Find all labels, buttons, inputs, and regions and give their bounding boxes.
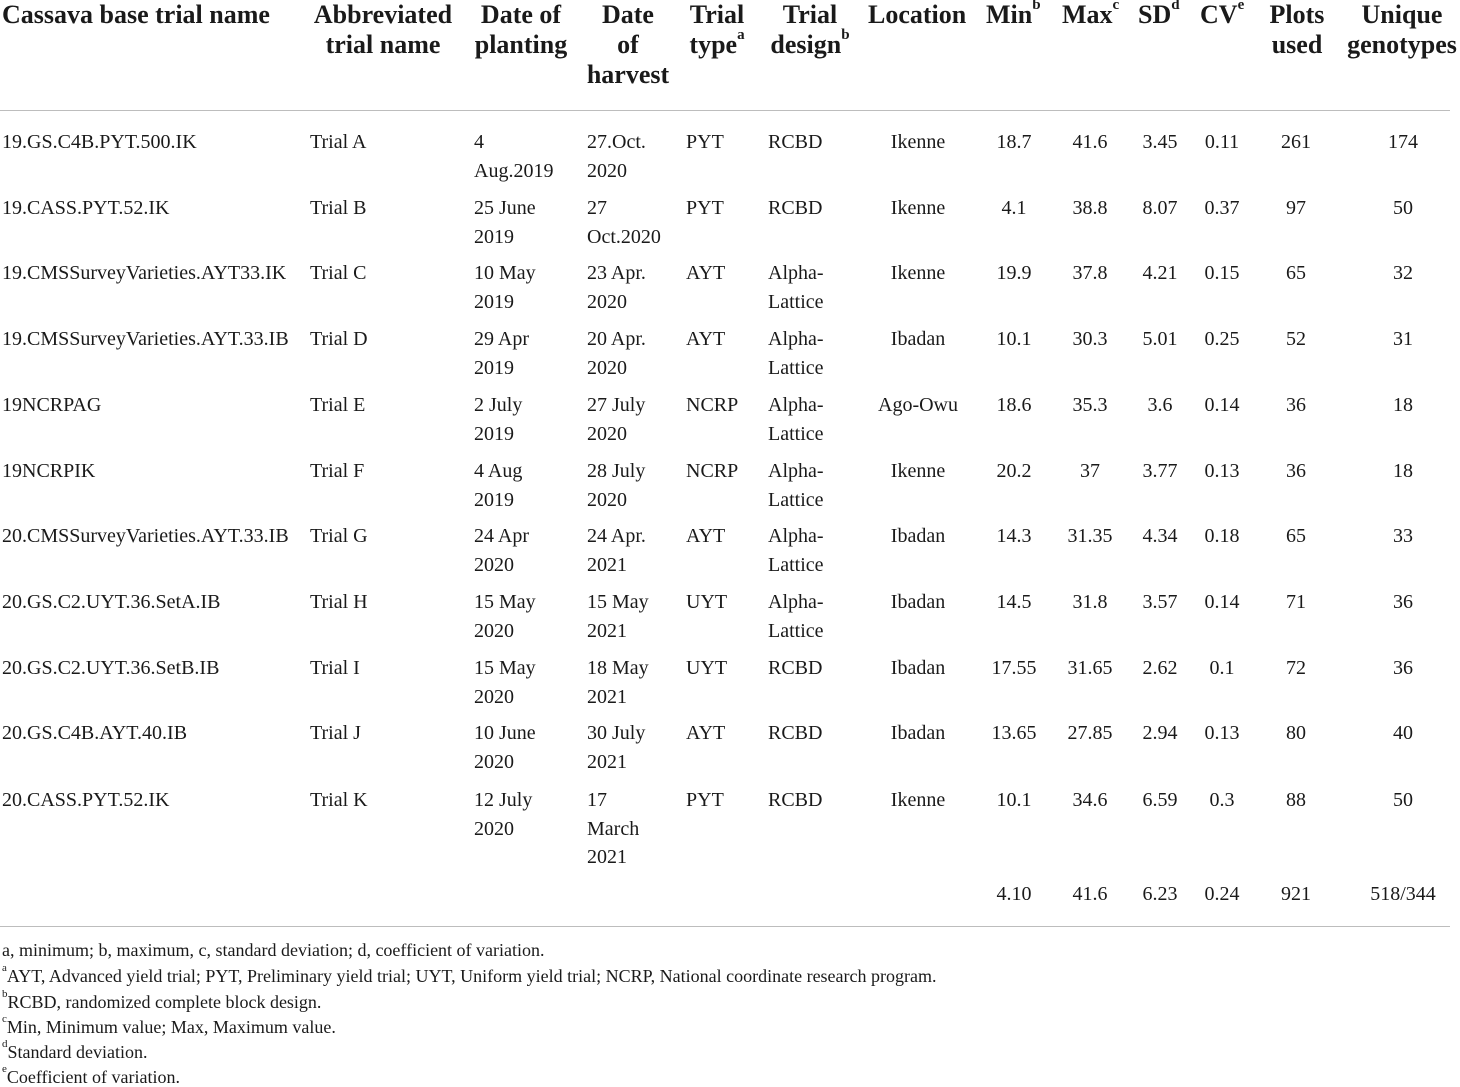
header-rule [0, 110, 1450, 111]
cell-location: Ibadan [890, 328, 946, 350]
cell-sd: 3.6 [1147, 394, 1173, 416]
cell-trial-design: Lattice [768, 488, 824, 511]
footer-rule [0, 926, 1450, 927]
cell-trial-type: AYT [686, 722, 726, 744]
cell-location: Ibadan [890, 591, 946, 613]
cell-trial-type: PYT [686, 131, 724, 153]
cell-trial-type: NCRP [686, 460, 739, 482]
cell-trial-type: PYT [686, 789, 724, 811]
cell-genotypes: 31 [1393, 328, 1413, 350]
cell-sd: 2.94 [1142, 722, 1178, 744]
cell-harvest: 30 July [587, 722, 646, 744]
cell-trial-design: Lattice [768, 422, 824, 445]
cell-genotypes: 40 [1393, 722, 1413, 744]
header-harvest: Date of harvest [586, 0, 670, 89]
header-trial-name: Cassava base trial name [2, 0, 270, 29]
summary-genotypes: 518/344 [1370, 883, 1436, 905]
header-abbrev: Abbreviated trial name [313, 0, 453, 59]
cell-planting: 2020 [474, 619, 514, 642]
cell-plots: 71 [1286, 591, 1306, 613]
cell-min: 20.2 [996, 460, 1032, 482]
cell-abbrev: Trial D [310, 328, 368, 350]
cell-cv: 0.14 [1204, 394, 1240, 416]
cell-genotypes: 174 [1388, 131, 1418, 153]
header-plots-used: Plots used [1269, 0, 1325, 59]
cell-genotypes: 32 [1393, 262, 1413, 284]
cell-planting: 29 Apr [474, 328, 529, 350]
cell-trial-design: RCBD [768, 789, 823, 811]
footnote-marker: b [2, 988, 8, 1000]
footnote [2, 1063, 180, 1087]
summary-plots: 921 [1281, 883, 1311, 905]
summary-sd: 6.23 [1142, 883, 1178, 905]
cell-trial-design: Alpha- [768, 525, 824, 547]
cell-abbrev: Trial J [310, 722, 361, 744]
footnote-marker: c [2, 1013, 7, 1025]
footnote [2, 1013, 336, 1037]
footnote-text: RCBD, randomized complete block design. [7, 992, 322, 1012]
header-unique-genotypes: Unique genotypes [1347, 0, 1457, 59]
cell-harvest: 2021 [587, 553, 627, 576]
cell-trial-type: UYT [686, 591, 728, 613]
cell-trial-design: Alpha- [768, 460, 824, 482]
cell-genotypes: 36 [1393, 657, 1413, 679]
cell-cv: 0.1 [1209, 657, 1235, 679]
header-sd: $SD^d$ [1138, 0, 1180, 29]
cell-max: 30.3 [1072, 328, 1108, 350]
cell-cv: 0.25 [1204, 328, 1240, 350]
cell-planting: 4 [474, 131, 484, 153]
cell-harvest: 24 Apr. [587, 525, 646, 547]
cell-max: 37.8 [1072, 262, 1108, 284]
cell-min: 18.6 [996, 394, 1032, 416]
cell-abbrev: Trial E [310, 394, 366, 416]
cell-plots: 65 [1286, 262, 1306, 284]
cell-harvest: 2021 [587, 685, 627, 708]
cell-trial-type: AYT [686, 328, 726, 350]
cell-abbrev: Trial B [310, 197, 367, 219]
cell-harvest: 17 [587, 789, 607, 811]
cell-min: 13.65 [991, 722, 1037, 744]
cell-plots: 65 [1286, 525, 1306, 547]
cell-planting: 2020 [474, 750, 514, 773]
cell-planting: 2020 [474, 685, 514, 708]
cell-trial-type: UYT [686, 657, 728, 679]
cell-trial-name: 20.CMSSurveyVarieties.AYT.33.IB [2, 525, 289, 547]
cell-sd: 3.57 [1142, 591, 1178, 613]
cell-max: 31.65 [1067, 657, 1113, 679]
summary-min: 4.10 [996, 883, 1032, 905]
cell-abbrev: Trial G [310, 525, 368, 547]
cell-harvest: 2021 [587, 846, 627, 868]
cell-max: 38.8 [1072, 197, 1108, 219]
header-trial-design: Trial design$^b$ [770, 0, 850, 59]
cell-trial-name: 19.CMSSurveyVarieties.AYT.33.IB [2, 328, 289, 350]
cell-max: 37 [1080, 460, 1100, 482]
footnote-text: Standard deviation. [7, 1042, 148, 1062]
footnote-marker: a [2, 962, 7, 974]
cell-harvest: 27.Oct. [587, 131, 646, 153]
cell-planting: 2020 [474, 817, 514, 840]
cell-min: 4.1 [1001, 197, 1027, 219]
cell-abbrev: Trial A [310, 131, 367, 153]
cell-planting: 2019 [474, 225, 514, 248]
cell-trial-name: 20.CASS.PYT.52.IK [2, 789, 170, 811]
cell-trial-type: AYT [686, 262, 726, 284]
cell-harvest: 2020 [587, 159, 627, 182]
cell-cv: 0.37 [1204, 197, 1240, 219]
cell-min: 14.5 [996, 591, 1032, 613]
cell-location: Ikenne [890, 131, 946, 153]
header-location: Location [868, 0, 967, 29]
cell-genotypes: 50 [1393, 197, 1413, 219]
cell-planting: 25 June [474, 197, 536, 219]
cell-trial-name: 19.CMSSurveyVarieties.AYT33.IK [2, 262, 287, 284]
cell-max: 31.8 [1072, 591, 1108, 613]
cell-max: 31.35 [1067, 525, 1113, 547]
cell-trial-type: AYT [686, 525, 726, 547]
cell-cv: 0.15 [1204, 262, 1240, 284]
cell-min: 10.1 [996, 328, 1032, 350]
cell-harvest: 27 July [587, 394, 646, 416]
header-planting: Date of planting [474, 0, 568, 59]
cell-harvest: March [587, 817, 640, 840]
cell-abbrev: Trial H [310, 591, 368, 613]
cell-plots: 88 [1286, 789, 1306, 811]
cell-trial-name: 20.GS.C4B.AYT.40.IB [2, 722, 188, 744]
cell-harvest: 2021 [587, 750, 627, 773]
cell-sd: 4.34 [1142, 525, 1178, 547]
cell-planting: 2019 [474, 422, 514, 445]
cell-genotypes: 18 [1393, 460, 1413, 482]
cell-trial-name: 19NCRPAG [2, 394, 102, 416]
cell-genotypes: 33 [1393, 525, 1413, 547]
footnote [2, 962, 937, 986]
cell-plots: 72 [1286, 657, 1306, 679]
cell-planting: 2019 [474, 356, 514, 379]
cell-location: Ibadan [890, 657, 946, 679]
cell-plots: 80 [1286, 722, 1306, 744]
cell-planting: 2020 [474, 553, 514, 576]
cell-sd: 3.45 [1142, 131, 1178, 153]
cell-min: 18.7 [996, 131, 1032, 153]
cell-trial-design: RCBD [768, 657, 823, 679]
cell-genotypes: 36 [1393, 591, 1413, 613]
cell-harvest: 15 May [587, 591, 649, 613]
cell-abbrev: Trial K [310, 789, 368, 811]
cell-planting: 10 June [474, 722, 536, 744]
cell-harvest: Oct.2020 [587, 225, 661, 248]
cell-abbrev: Trial I [310, 657, 360, 679]
cell-location: Ikenne [890, 262, 946, 284]
cell-location: Ibadan [890, 722, 946, 744]
cell-trial-name: 20.GS.C2.UYT.36.SetA.IB [2, 591, 221, 613]
cell-harvest: 20 Apr. [587, 328, 646, 350]
cell-trial-type: PYT [686, 197, 724, 219]
cell-trial-design: Alpha- [768, 394, 824, 416]
cell-harvest: 28 July [587, 460, 646, 482]
cell-sd: 5.01 [1142, 328, 1178, 350]
cell-harvest: 2020 [587, 356, 627, 379]
footnote-text: Coefficient of variation. [6, 1067, 180, 1087]
summary-cv: 0.24 [1204, 883, 1240, 905]
cell-plots: 52 [1286, 328, 1306, 350]
cell-plots: 97 [1286, 197, 1306, 219]
cell-trial-name: 19.CASS.PYT.52.IK [2, 197, 170, 219]
cell-trial-name: 20.GS.C2.UYT.36.SetB.IB [2, 657, 220, 679]
cell-sd: 2.62 [1142, 657, 1178, 679]
cell-planting: 12 July [474, 789, 533, 811]
cell-plots: 261 [1281, 131, 1311, 153]
cell-trial-design: RCBD [768, 722, 823, 744]
header-trial-type: Trial type$^a$ [689, 0, 745, 59]
cell-harvest: 18 May [587, 657, 649, 679]
cell-trial-name: 19.GS.C4B.PYT.500.IK [2, 131, 197, 153]
cell-planting: 2019 [474, 290, 514, 313]
cell-location: Ibadan [890, 525, 946, 547]
cell-sd: 6.59 [1142, 789, 1178, 811]
cell-max: 34.6 [1072, 789, 1108, 811]
cell-cv: 0.18 [1204, 525, 1240, 547]
cell-min: 17.55 [991, 657, 1037, 679]
footnote [2, 940, 545, 960]
footnote-text: a, minimum; b, maximum, c, standard deviation; d, coefficient of variation. [2, 940, 545, 960]
cell-trial-design: Lattice [768, 290, 824, 313]
cell-sd: 4.21 [1142, 262, 1178, 284]
cell-abbrev: Trial C [310, 262, 367, 284]
cell-plots: 36 [1286, 394, 1306, 416]
cell-trial-design: Alpha- [768, 591, 824, 613]
cell-location: Ago-Owu [878, 394, 958, 416]
cell-max: 35.3 [1072, 394, 1108, 416]
cell-sd: 8.07 [1142, 197, 1178, 219]
header-cv: CVe [1200, 0, 1245, 29]
cell-trial-name: 19NCRPIK [2, 460, 96, 482]
cell-harvest: 2020 [587, 422, 627, 445]
header-max: Max$^c$ [1062, 0, 1120, 29]
cell-max: 27.85 [1067, 722, 1113, 744]
cell-cv: 0.14 [1204, 591, 1240, 613]
summary-max: 41.6 [1072, 883, 1108, 905]
cell-harvest: 2020 [587, 290, 627, 313]
cell-planting: 2019 [474, 488, 514, 511]
cell-planting: Aug.2019 [474, 159, 554, 182]
cell-trial-design: Lattice [768, 553, 824, 576]
cell-trial-design: RCBD [768, 197, 823, 219]
cell-min: 10.1 [996, 789, 1032, 811]
cell-min: 19.9 [996, 262, 1032, 284]
cell-abbrev: Trial F [310, 460, 365, 482]
cell-harvest: 27 [587, 197, 607, 219]
footnote-text: Min, Minimum value; Max, Maximum value. [6, 1017, 336, 1037]
cell-genotypes: 50 [1393, 789, 1413, 811]
cell-min: 14.3 [996, 525, 1032, 547]
cell-cv: 0.3 [1209, 789, 1235, 811]
cell-cv: 0.11 [1204, 131, 1240, 153]
cell-trial-design: RCBD [768, 131, 823, 153]
cell-planting: 15 May [474, 591, 536, 613]
footnote-text: AYT, Advanced yield trial; PYT, Preliminary yield trial; UYT, Uniform yield trial; NCRP, National coordinate research program. [6, 966, 937, 986]
cell-harvest: 2021 [587, 619, 627, 642]
footnote [2, 1038, 148, 1062]
cell-planting: 2 July [474, 394, 523, 416]
cell-location: Ikenne [890, 460, 946, 482]
footnote [2, 988, 322, 1012]
footnote-marker: e [2, 1063, 7, 1075]
cell-planting: 15 May [474, 657, 536, 679]
cell-cv: 0.13 [1204, 722, 1240, 744]
cell-planting: 24 Apr [474, 525, 529, 547]
cell-trial-design: Lattice [768, 619, 824, 642]
cell-harvest: 23 Apr. [587, 262, 646, 284]
cell-genotypes: 18 [1393, 394, 1413, 416]
cell-sd: 3.77 [1142, 460, 1178, 482]
cell-cv: 0.13 [1204, 460, 1240, 482]
cell-location: Ikenne [890, 197, 946, 219]
cell-trial-design: Alpha- [768, 262, 824, 284]
cell-trial-design: Alpha- [768, 328, 824, 350]
cell-trial-type: NCRP [686, 394, 739, 416]
cell-planting: 4 Aug [474, 460, 523, 482]
footnote-marker: d [2, 1038, 8, 1050]
cell-harvest: 2020 [587, 488, 627, 511]
cell-trial-design: Lattice [768, 356, 824, 379]
cell-plots: 36 [1286, 460, 1306, 482]
cell-max: 41.6 [1072, 131, 1108, 153]
cell-planting: 10 May [474, 262, 536, 284]
cell-location: Ikenne [890, 789, 946, 811]
header-min: Min$^b$ [986, 0, 1041, 29]
